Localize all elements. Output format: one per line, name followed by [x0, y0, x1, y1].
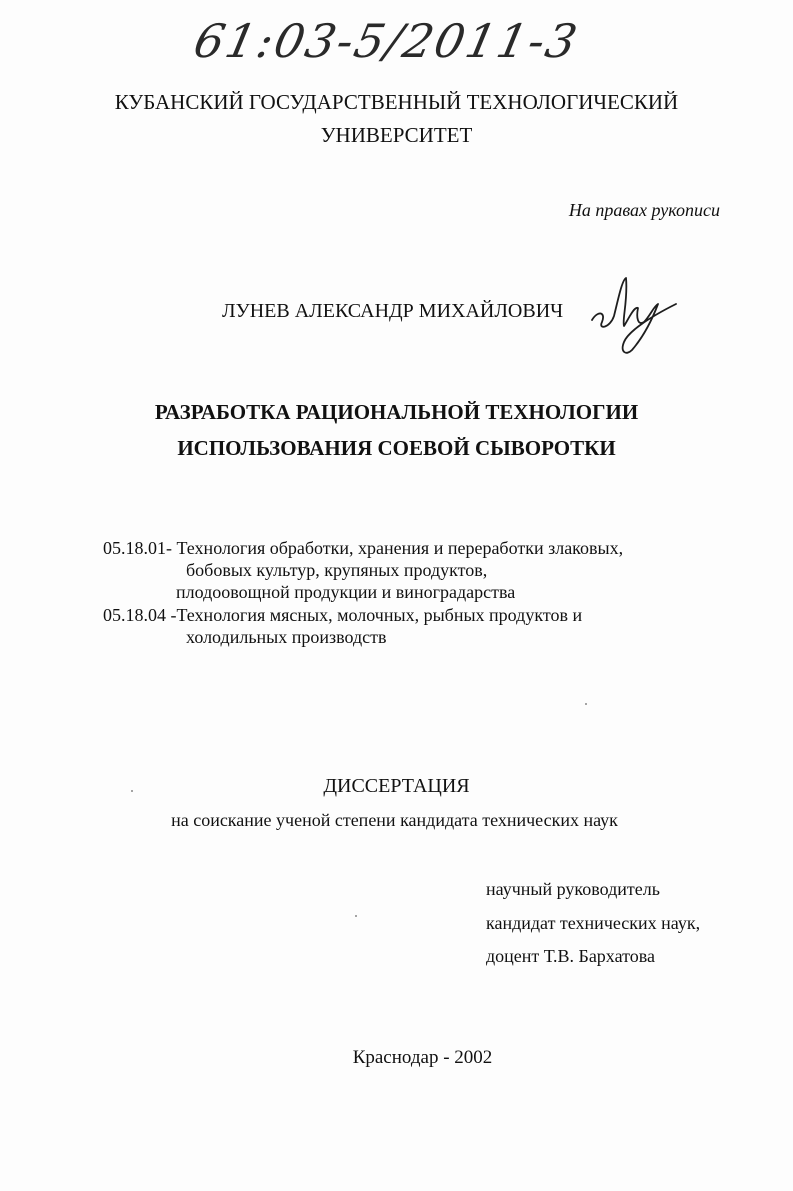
specialty-1-line3: плодоовощной продукции и виноградарства: [176, 582, 516, 602]
scan-speck: [585, 703, 587, 705]
dissertation-title-line2: ИСПОЛЬЗОВАНИЯ СОЕВОЙ СЫВОРОТКИ: [177, 436, 616, 460]
supervisor-degree: кандидат технических наук,: [486, 913, 701, 933]
specialty-1-line2: бобовых культур, крупяных продуктов,: [186, 560, 488, 580]
specialty-2-line1: 05.18.04 -Технология мясных, молочных, рыбных продуктов и: [103, 605, 583, 625]
author-signature: [588, 270, 678, 360]
supervisor-role: научный руководитель: [486, 879, 660, 899]
university-name-line1: КУБАНСКИЙ ГОСУДАРСТВЕННЫЙ ТЕХНОЛОГИЧЕСКИЙ: [114, 90, 679, 114]
author-name: ЛУНЕВ АЛЕКСАНДР МИХАЙЛОВИЧ: [222, 300, 564, 322]
supervisor-name: доцент Т.В. Бархатова: [486, 946, 655, 966]
specialty-1-line1: 05.18.01- Технология обработки, хранения и переработки злаковых,: [103, 538, 624, 558]
scan-speck: [355, 915, 357, 917]
scan-speck: [131, 790, 133, 792]
city-year: Краснодар - 2002: [352, 1047, 493, 1068]
archive-handwritten-mark: 61:03-5/2011-3: [189, 14, 584, 68]
specialty-2-line2: холодильных производств: [186, 627, 387, 647]
university-name-line2: УНИВЕРСИТЕТ: [320, 123, 473, 147]
dissertation-title-line1: РАЗРАБОТКА РАЦИОНАЛЬНОЙ ТЕХНОЛОГИИ: [154, 400, 639, 424]
degree-statement: на соискание ученой степени кандидата технических наук: [171, 810, 618, 830]
document-type: ДИССЕРТАЦИЯ: [323, 775, 470, 797]
manuscript-rights-note: На правах рукописи: [568, 200, 720, 220]
